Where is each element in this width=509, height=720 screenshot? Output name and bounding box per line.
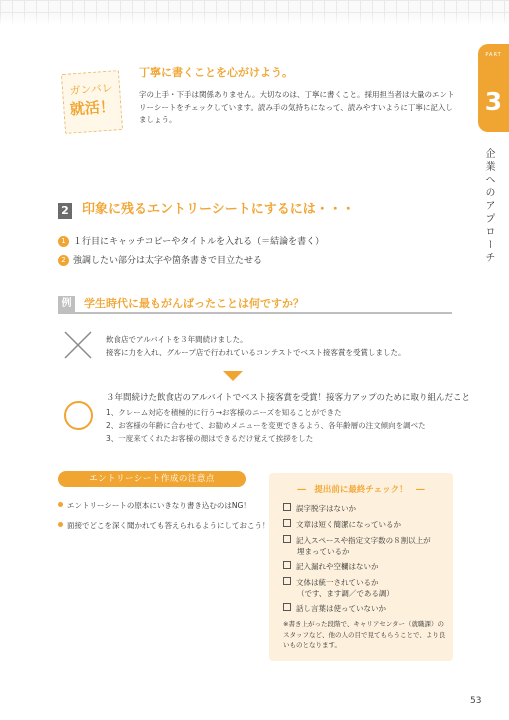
final-check-title: ― 提出前に最終チェック！ ―: [297, 485, 425, 495]
tip-title: 丁寧に書くことを心がけよう。: [139, 66, 293, 79]
checkbox-icon: [283, 503, 291, 511]
check-text: 話し言葉は使っていないか: [296, 604, 386, 613]
example-divider: [58, 312, 452, 314]
arrow-down-icon: [223, 371, 243, 381]
point-text: 強調したい部分は太字や箇条書きで目立たせる: [73, 256, 263, 266]
point-item: [58, 255, 262, 267]
cross-icon: [63, 330, 93, 360]
checkbox-icon: [283, 577, 291, 585]
check-text: 記入スペースや指定文字数の８割以上が: [296, 536, 431, 545]
page-number: 53: [470, 696, 482, 706]
bullet-icon: [58, 502, 63, 507]
check-item: [283, 535, 431, 557]
note-text: 面接でどこを深く聞かれても答えられるようにしておこう！: [67, 521, 270, 530]
gambare-badge: [61, 70, 123, 134]
point-text: １行目にキャッチコピーやタイトルを入れる（＝結論を書く）: [73, 237, 325, 247]
check-item: [283, 561, 379, 572]
bad-line: 接客に力を入れ、グループ店で行われているコンテストでベスト接客賞を受賞しました。: [106, 347, 406, 357]
part-label: PART: [485, 52, 502, 58]
point-item: [58, 236, 324, 248]
badge-line2: 就活！: [69, 97, 116, 119]
part-number: 3: [484, 87, 503, 116]
good-example-item: 2、お客様の年齢に合わせて、お勧めメニューを変更できるよう、各年齢層の注文傾向を調べた: [106, 421, 426, 430]
point-number-icon: 1: [58, 236, 69, 247]
check-item: [283, 603, 386, 614]
check-text: 文体は統一されているか: [296, 578, 379, 587]
checkbox-icon: [283, 561, 291, 569]
checkbox-icon: [283, 519, 291, 527]
check-item: [283, 577, 394, 599]
example-question: 学生時代に最もがんばったことは何ですか？: [84, 297, 304, 310]
check-text: 誤字脱字はないか: [296, 504, 356, 513]
final-check-panel: [269, 473, 453, 661]
check-text: 記入漏れや空欄はないか: [296, 562, 379, 571]
good-example-item: 3、一度来てくれたお客様の顔はできるだけ覚えて挨拶をした: [106, 434, 314, 443]
tip-body: 字の上手・下手は関係ありません。大切なのは、丁寧に書くこと。採用担当者は大量のエントリーシートをチェックしています。読み手の気持ちになって、読みやすいように丁寧に記入しましょう。: [139, 90, 455, 124]
part-title: 企業へのアプローチ: [483, 148, 494, 265]
check-item: [283, 503, 356, 514]
point-number-icon: 2: [58, 255, 69, 266]
badge-line1: ガンバレ: [69, 81, 114, 98]
checklist-remark: ※書き上がった段階で、キャリアセンター（就職課）のスタッフなど、他の人の目で見てもらうことで、より良いものとなります。: [283, 620, 446, 649]
example-tag: 例: [58, 296, 75, 312]
notes-title: エントリーシート作成の注意点: [58, 471, 246, 487]
check-text: 文章は短く簡潔になっているか: [296, 520, 401, 529]
grid-fade: [0, 14, 509, 26]
part-tab: [478, 44, 509, 132]
bad-example: [106, 334, 436, 359]
note-text: エントリーシートの原本にいきなり書き込むのはNG！: [67, 501, 251, 510]
note-item: [58, 501, 251, 511]
check-text-sub: （です、ます調／である調）: [297, 589, 394, 598]
checkbox-icon: [283, 603, 291, 611]
circle-icon: [64, 401, 93, 430]
good-example-item: 1、クレーム対応を積極的に行う→お客様のニーズを知ることができた: [106, 408, 342, 417]
note-item: [58, 521, 270, 531]
bullet-icon: [58, 522, 63, 527]
checkbox-icon: [283, 535, 291, 543]
bad-line: 飲食店でアルバイトを３年間続けました。: [106, 335, 248, 344]
check-item: [283, 519, 401, 530]
section-number: 2: [58, 203, 72, 219]
check-text-sub: 埋まっているか: [297, 547, 350, 556]
section-title: 印象に残るエントリーシートにするには・・・: [82, 202, 355, 217]
good-example-heading: ３年間続けた飲食店のアルバイトでベスト接客賞を受賞！接客力アップのために取り組んだこと: [106, 393, 470, 403]
